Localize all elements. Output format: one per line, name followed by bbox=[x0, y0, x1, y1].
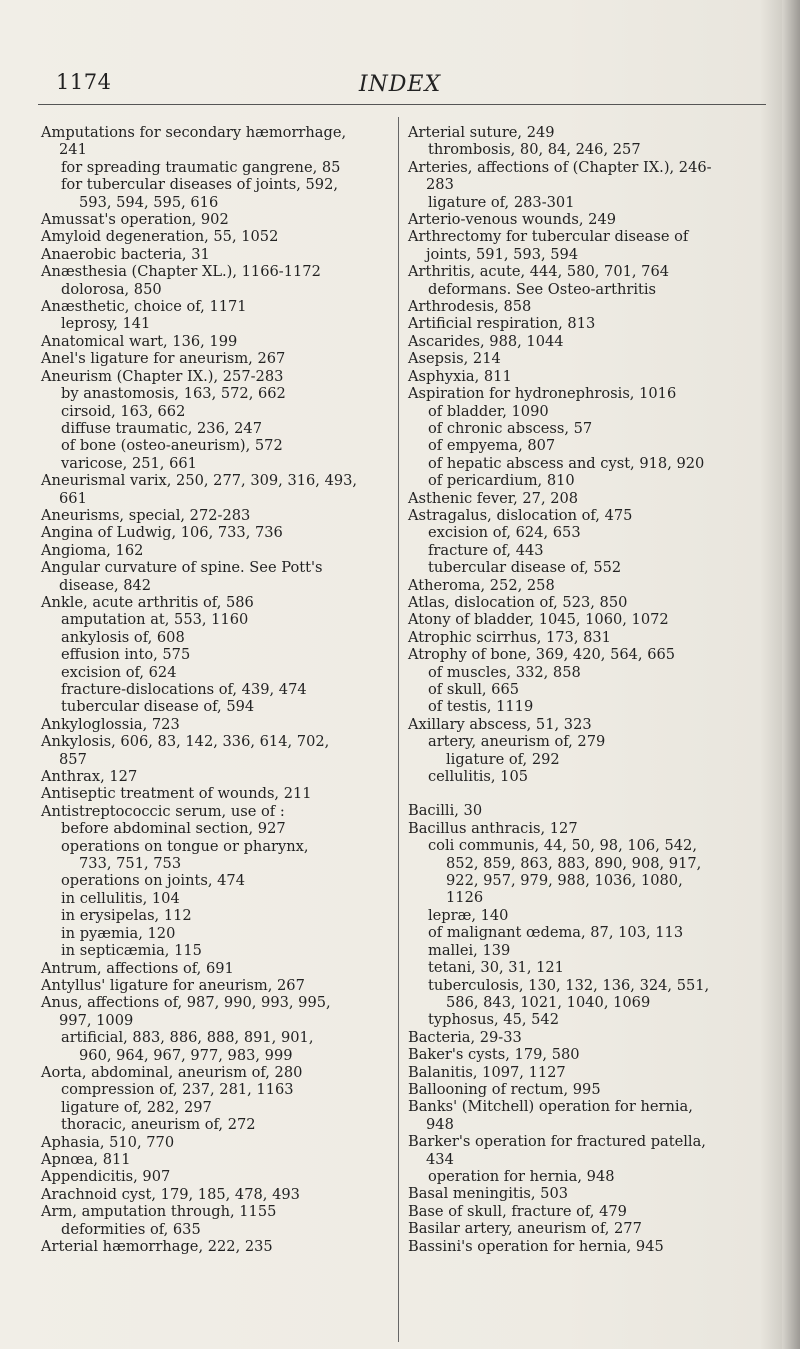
index-entry-text: of pericardium, 810 bbox=[428, 472, 575, 490]
index-entry-text: Arteries, affections of (Chapter IX.), 246- bbox=[408, 158, 712, 176]
index-entry bbox=[408, 524, 774, 541]
index-entry-text: Aneurismal varix, 250, 277, 309, 316, 493, bbox=[41, 472, 358, 490]
index-entry bbox=[41, 1099, 397, 1116]
index-entry bbox=[41, 803, 397, 820]
page-number: 1174 bbox=[56, 70, 112, 94]
index-entry-text: of empyema, 807 bbox=[428, 437, 556, 455]
index-column-right bbox=[408, 124, 774, 1255]
index-entry bbox=[408, 490, 774, 507]
index-entry-continuation: 661 bbox=[59, 489, 87, 507]
index-entry bbox=[408, 977, 774, 1012]
index-entry-text: of skull, 665 bbox=[428, 681, 520, 698]
index-entry-text: Banks' (Mitchell) operation for hernia, bbox=[408, 1098, 693, 1116]
index-entry-text: ankylosis of, 608 bbox=[61, 628, 185, 646]
index-entry-continuation: 948 bbox=[426, 1115, 454, 1133]
index-entry-text: of bladder, 1090 bbox=[428, 402, 549, 420]
index-entry-text: Anatomical wart, 136, 199 bbox=[41, 332, 238, 350]
index-entry bbox=[408, 472, 774, 489]
index-entry bbox=[41, 385, 397, 402]
index-entry bbox=[41, 211, 397, 228]
index-entry bbox=[41, 681, 397, 698]
index-entry bbox=[41, 611, 397, 628]
index-entry bbox=[41, 472, 397, 507]
index-entry-text: excision of, 624 bbox=[61, 663, 177, 681]
index-entry-continuation: 1126 bbox=[446, 889, 484, 907]
index-entry-text: lepræ, 140 bbox=[428, 906, 509, 924]
index-entry bbox=[408, 907, 774, 924]
index-entry-text: in pyæmia, 120 bbox=[61, 924, 176, 942]
index-entry-text: tetani, 30, 31, 121 bbox=[428, 959, 564, 977]
index-entry bbox=[41, 333, 397, 350]
index-entry bbox=[408, 385, 774, 402]
index-entry-continuation: 960, 964, 967, 977, 983, 999 bbox=[79, 1046, 293, 1064]
index-entry bbox=[408, 1046, 774, 1063]
index-entry-continuation: 733, 751, 753 bbox=[79, 855, 182, 873]
index-entry bbox=[408, 1220, 774, 1237]
index-entry-text: tubercular disease of, 594 bbox=[61, 698, 255, 716]
index-entry-text: deformities of, 635 bbox=[61, 1220, 201, 1238]
index-entry-text: Arthritis, acute, 444, 580, 701, 764 bbox=[408, 263, 670, 281]
index-entry-continuation: 922, 957, 979, 988, 1036, 1080, bbox=[446, 872, 683, 890]
index-entry bbox=[408, 751, 774, 768]
index-entry bbox=[408, 194, 774, 211]
index-entry-text: ligature of, 283-301 bbox=[428, 193, 575, 211]
index-entry bbox=[41, 263, 397, 280]
index-entry bbox=[41, 298, 397, 315]
index-entry-text: for tubercular diseases of joints, 592, bbox=[61, 176, 338, 194]
index-entry-text: Ankyloglossia, 723 bbox=[41, 715, 180, 733]
index-entry-text: Basal meningitis, 503 bbox=[408, 1185, 569, 1203]
index-entry-text: ligature of, 292 bbox=[446, 750, 560, 768]
index-entry-text: thrombosis, 80, 84, 246, 257 bbox=[428, 141, 641, 159]
index-entry-continuation: 852, 859, 863, 883, 890, 908, 917, bbox=[446, 854, 702, 872]
index-entry bbox=[408, 1185, 774, 1202]
index-entry bbox=[41, 542, 397, 559]
index-entry bbox=[41, 1029, 397, 1064]
index-entry bbox=[41, 1203, 397, 1220]
index-entry-text: Anaerobic bacteria, 31 bbox=[41, 245, 210, 263]
index-entry-continuation: 283 bbox=[426, 176, 454, 194]
index-entry-text: Aneurisms, special, 272-283 bbox=[41, 506, 251, 524]
index-entry-text: Angina of Ludwig, 106, 733, 736 bbox=[41, 524, 283, 542]
header-rule bbox=[38, 104, 766, 105]
index-entry-text: in erysipelas, 112 bbox=[61, 907, 192, 925]
index-entry bbox=[408, 698, 774, 715]
index-entry bbox=[408, 1011, 774, 1028]
index-entry-text: Atrophic scirrhus, 173, 831 bbox=[408, 628, 611, 646]
index-entry-text: Atheroma, 252, 258 bbox=[408, 576, 555, 594]
index-entry bbox=[408, 820, 774, 837]
index-entry bbox=[41, 281, 397, 298]
index-entry bbox=[41, 176, 397, 211]
index-entry-text: effusion into, 575 bbox=[61, 646, 191, 664]
index-entry bbox=[41, 872, 397, 889]
index-entry-text: of muscles, 332, 858 bbox=[428, 663, 581, 681]
index-entry bbox=[41, 559, 397, 594]
index-entry bbox=[408, 1238, 774, 1255]
index-entry-text: fracture-dislocations of, 439, 474 bbox=[61, 681, 307, 698]
index-entry-text: artery, aneurism of, 279 bbox=[428, 733, 606, 751]
index-entry-text: tuberculosis, 130, 132, 136, 324, 551, bbox=[428, 976, 710, 994]
index-entry-text: Bacillus anthracis, 127 bbox=[408, 819, 578, 837]
index-entry-text: thoracic, aneurism of, 272 bbox=[61, 1116, 256, 1134]
index-entry bbox=[41, 1134, 397, 1151]
index-entry bbox=[41, 124, 397, 159]
index-entry-text: fracture of, 443 bbox=[428, 541, 544, 559]
index-entry-text: typhosus, 45, 542 bbox=[428, 1011, 559, 1029]
index-entry bbox=[408, 1081, 774, 1098]
index-entry bbox=[41, 1221, 397, 1238]
index-entry bbox=[41, 368, 397, 385]
index-entry-text: Aphasia, 510, 770 bbox=[41, 1133, 175, 1151]
index-entry-text: Balanitis, 1097, 1127 bbox=[408, 1063, 566, 1081]
index-entry-text: Ankylosis, 606, 83, 142, 336, 614, 702, bbox=[41, 733, 330, 751]
index-entry-continuation: 857 bbox=[59, 750, 87, 768]
index-entry bbox=[41, 716, 397, 733]
index-entry bbox=[41, 820, 397, 837]
index-entry bbox=[41, 838, 397, 873]
index-entry bbox=[408, 263, 774, 280]
index-entry-text: Ascarides, 988, 1044 bbox=[408, 332, 564, 350]
index-entry bbox=[408, 594, 774, 611]
index-entry bbox=[41, 890, 397, 907]
index-entry bbox=[41, 246, 397, 263]
index-entry bbox=[41, 629, 397, 646]
index-entry bbox=[41, 1064, 397, 1081]
index-entry-text: Anæsthetic, choice of, 1171 bbox=[41, 298, 247, 316]
index-entry-text: deformans. See Osteo-arthritis bbox=[428, 280, 657, 298]
index-entry-text: before abdominal section, 927 bbox=[61, 820, 286, 838]
index-entry bbox=[408, 159, 774, 194]
index-entry-text: Anthrax, 127 bbox=[41, 768, 138, 786]
index-entry-text: Arm, amputation through, 1155 bbox=[41, 1203, 277, 1221]
index-entry-continuation: 593, 594, 595, 616 bbox=[79, 193, 219, 211]
index-entry-text: Asepsis, 214 bbox=[408, 350, 501, 368]
index-entry-text: Artificial respiration, 813 bbox=[408, 315, 596, 333]
index-entry-text: Aneurism (Chapter IX.), 257-283 bbox=[41, 367, 284, 385]
index-entry bbox=[41, 403, 397, 420]
index-entry-text: Appendicitis, 907 bbox=[41, 1168, 171, 1186]
index-entry bbox=[41, 228, 397, 245]
index-entry bbox=[408, 1098, 774, 1133]
index-entry bbox=[408, 768, 774, 785]
index-entry bbox=[408, 942, 774, 959]
index-entry-text: excision of, 624, 653 bbox=[428, 524, 581, 542]
index-entry bbox=[41, 1168, 397, 1185]
index-entry-text: Anæsthesia (Chapter XL.), 1166-1172 bbox=[41, 263, 321, 281]
index-entry-text: Barker's operation for fractured patella, bbox=[408, 1133, 706, 1151]
index-entry-text: Amyloid degeneration, 55, 1052 bbox=[41, 228, 279, 246]
index-entry-text: Arthrodesis, 858 bbox=[408, 298, 532, 316]
index-entry bbox=[408, 124, 774, 141]
index-entry bbox=[408, 437, 774, 454]
index-entry-text: Anus, affections of, 987, 990, 993, 995, bbox=[41, 994, 331, 1012]
index-entry-text: operations on joints, 474 bbox=[61, 872, 245, 890]
index-entry bbox=[41, 455, 397, 472]
index-entry bbox=[408, 455, 774, 472]
index-entry-text: Antyllus' ligature for aneurism, 267 bbox=[41, 976, 305, 994]
index-entry-text: leprosy, 141 bbox=[61, 315, 151, 333]
index-entry-text: of chronic abscess, 57 bbox=[428, 419, 593, 437]
index-entry-text: Arterial suture, 249 bbox=[408, 124, 555, 141]
index-entry-text: Aspiration for hydronephrosis, 1016 bbox=[408, 385, 677, 403]
index-entry-text: in septicæmia, 115 bbox=[61, 942, 202, 960]
index-entry bbox=[41, 524, 397, 541]
section-gap bbox=[408, 785, 774, 802]
index-entry-text: Antrum, affections of, 691 bbox=[41, 959, 234, 977]
index-entry bbox=[408, 559, 774, 576]
index-entry bbox=[408, 542, 774, 559]
index-entry bbox=[408, 1168, 774, 1185]
index-entry-text: for spreading traumatic gangrene, 85 bbox=[61, 158, 341, 176]
index-entry-text: of testis, 1119 bbox=[428, 698, 534, 716]
index-entry-continuation: disease, 842 bbox=[59, 576, 152, 594]
index-entry bbox=[41, 907, 397, 924]
index-entry bbox=[41, 646, 397, 663]
index-entry-text: Ankle, acute arthritis of, 586 bbox=[41, 593, 254, 611]
index-entry bbox=[408, 211, 774, 228]
index-entry-text: Asthenic fever, 27, 208 bbox=[408, 489, 579, 507]
index-entry-text: Axillary abscess, 51, 323 bbox=[408, 715, 592, 733]
index-entry bbox=[408, 802, 774, 819]
index-entry bbox=[41, 1151, 397, 1168]
index-entry-text: coli communis, 44, 50, 98, 106, 542, bbox=[428, 837, 697, 855]
index-entry-continuation: 434 bbox=[426, 1150, 454, 1168]
index-entry bbox=[408, 733, 774, 750]
running-head: INDEX bbox=[358, 72, 442, 97]
index-entry bbox=[408, 298, 774, 315]
index-entry bbox=[408, 420, 774, 437]
index-entry bbox=[41, 350, 397, 367]
index-entry bbox=[41, 1116, 397, 1133]
index-entry bbox=[408, 1133, 774, 1168]
index-entry bbox=[41, 315, 397, 332]
index-entry-text: of hepatic abscess and cyst, 918, 920 bbox=[428, 454, 705, 472]
index-entry bbox=[408, 507, 774, 524]
index-entry bbox=[408, 315, 774, 332]
index-entry-text: ligature of, 282, 297 bbox=[61, 1098, 212, 1116]
index-entry bbox=[408, 1203, 774, 1220]
index-entry bbox=[41, 733, 397, 768]
index-entry bbox=[408, 350, 774, 367]
index-entry-continuation: 586, 843, 1021, 1040, 1069 bbox=[446, 993, 651, 1011]
index-entry bbox=[41, 507, 397, 524]
index-entry-text: Basilar artery, aneurism of, 277 bbox=[408, 1220, 642, 1238]
index-entry bbox=[41, 420, 397, 437]
index-entry-text: compression of, 237, 281, 1163 bbox=[61, 1081, 294, 1099]
index-entry bbox=[41, 785, 397, 802]
index-entry-text: Anel's ligature for aneurism, 267 bbox=[41, 350, 286, 368]
index-entry-text: varicose, 251, 661 bbox=[61, 454, 197, 472]
index-entry-text: Arterial hæmorrhage, 222, 235 bbox=[41, 1238, 273, 1255]
index-entry-text: Bacteria, 29-33 bbox=[408, 1028, 522, 1046]
index-entry-text: Amussat's operation, 902 bbox=[41, 211, 229, 229]
index-entry bbox=[408, 403, 774, 420]
index-entry bbox=[408, 1064, 774, 1081]
index-entry-text: Arachnoid cyst, 179, 185, 478, 493 bbox=[41, 1185, 300, 1203]
index-entry bbox=[41, 960, 397, 977]
index-entry bbox=[408, 924, 774, 941]
index-entry-text: Arthrectomy for tubercular disease of bbox=[408, 228, 689, 246]
index-entry-text: dolorosa, 850 bbox=[61, 280, 162, 298]
index-entry-text: of bone (osteo-aneurism), 572 bbox=[61, 437, 283, 455]
index-entry-text: Baker's cysts, 179, 580 bbox=[408, 1046, 580, 1064]
index-entry-text: Base of skull, fracture of, 479 bbox=[408, 1202, 627, 1220]
index-entry bbox=[41, 159, 397, 176]
index-entry-text: diffuse traumatic, 236, 247 bbox=[61, 419, 262, 437]
index-entry bbox=[408, 577, 774, 594]
index-entry-text: cirsoid, 163, 662 bbox=[61, 402, 186, 420]
index-column-left bbox=[41, 124, 397, 1255]
index-entry-text: Astragalus, dislocation of, 475 bbox=[408, 506, 633, 524]
index-entry-text: Atlas, dislocation of, 523, 850 bbox=[408, 593, 628, 611]
index-entry bbox=[408, 664, 774, 681]
index-entry bbox=[408, 629, 774, 646]
index-entry-text: artificial, 883, 886, 888, 891, 901, bbox=[61, 1029, 314, 1047]
index-entry-text: operations on tongue or pharynx, bbox=[61, 837, 309, 855]
index-entry bbox=[408, 281, 774, 298]
index-entry-text: Angioma, 162 bbox=[41, 541, 144, 559]
index-entry-continuation: 997, 1009 bbox=[59, 1011, 134, 1029]
index-entry-text: Atrophy of bone, 369, 420, 564, 665 bbox=[408, 646, 676, 664]
index-entry bbox=[41, 977, 397, 994]
index-entry bbox=[41, 1186, 397, 1203]
index-entry bbox=[41, 1238, 397, 1255]
index-entry bbox=[41, 768, 397, 785]
index-entry bbox=[41, 594, 397, 611]
index-entry-text: by anastomosis, 163, 572, 662 bbox=[61, 385, 286, 403]
index-entry-continuation: 241 bbox=[59, 141, 87, 159]
index-entry bbox=[41, 437, 397, 454]
index-entry-text: Amputations for secondary hæmorrhage, bbox=[41, 124, 347, 141]
index-entry bbox=[408, 959, 774, 976]
index-entry bbox=[408, 1029, 774, 1046]
index-entry-text: mallei, 139 bbox=[428, 941, 511, 959]
index-entry bbox=[41, 942, 397, 959]
column-divider bbox=[398, 117, 399, 1342]
index-entry-text: Aorta, abdominal, aneurism of, 280 bbox=[41, 1063, 303, 1081]
index-entry-text: amputation at, 553, 1160 bbox=[61, 611, 249, 629]
index-entry-continuation: joints, 591, 593, 594 bbox=[426, 245, 579, 263]
index-entry-text: Bassini's operation for hernia, 945 bbox=[408, 1237, 664, 1255]
index-entry bbox=[408, 368, 774, 385]
index-entry bbox=[408, 611, 774, 628]
index-entry-text: cellulitis, 105 bbox=[428, 768, 529, 786]
index-entry bbox=[408, 681, 774, 698]
index-entry bbox=[408, 228, 774, 263]
index-entry bbox=[41, 698, 397, 715]
index-entry-text: Bacilli, 30 bbox=[408, 802, 483, 820]
index-entry-text: tubercular disease of, 552 bbox=[428, 559, 622, 577]
index-entry bbox=[408, 141, 774, 158]
index-entry bbox=[41, 994, 397, 1029]
index-entry-text: Apnœa, 811 bbox=[41, 1150, 131, 1168]
index-entry bbox=[408, 837, 774, 907]
index-entry bbox=[41, 664, 397, 681]
index-entry-text: Ballooning of rectum, 995 bbox=[408, 1080, 601, 1098]
index-entry-text: Antistreptococcic serum, use of : bbox=[41, 802, 285, 820]
index-entry-text: operation for hernia, 948 bbox=[428, 1167, 615, 1185]
index-entry-text: Atony of bladder, 1045, 1060, 1072 bbox=[408, 611, 669, 629]
index-entry bbox=[41, 925, 397, 942]
index-entry bbox=[408, 716, 774, 733]
index-entry-text: Angular curvature of spine. See Pott's bbox=[41, 559, 323, 577]
page-spine-shadow bbox=[782, 0, 800, 1349]
index-entry-text: of malignant œdema, 87, 103, 113 bbox=[428, 924, 684, 942]
index-entry-text: in cellulitis, 104 bbox=[61, 889, 180, 907]
index-entry-text: Antiseptic treatment of wounds, 211 bbox=[41, 785, 312, 803]
index-entry-text: Arterio-venous wounds, 249 bbox=[408, 211, 617, 229]
index-entry-text: Asphyxia, 811 bbox=[408, 367, 512, 385]
index-entry bbox=[408, 646, 774, 663]
index-entry bbox=[408, 333, 774, 350]
index-entry bbox=[41, 1081, 397, 1098]
